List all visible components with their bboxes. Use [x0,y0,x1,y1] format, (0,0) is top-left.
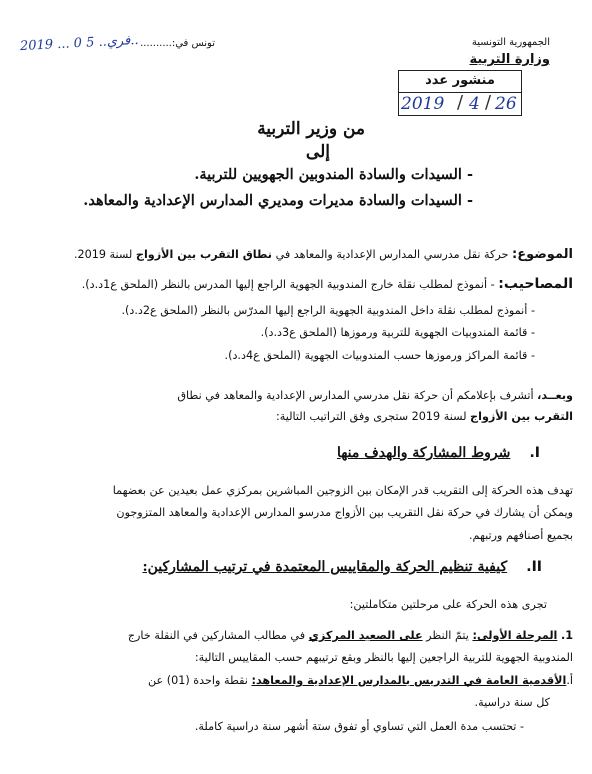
phase-1-text: يتمّ النظر [422,629,473,642]
subject-text-bold: نطاق التقرب بين الأزواج [135,248,273,261]
criterion-a-line-2: كل سنة دراسية. [474,696,550,709]
section-1-line: ويمكن أن يشارك في حركة نقل التقريب بين الأزواج مدرسو المدارس الإعدادية والمعاهد المتزوجون [116,506,573,519]
section-1-numeral: I. [529,445,540,461]
attachments-label: المصاحيب: [498,276,573,292]
section-2-heading [60,556,542,575]
attachment-item: - أنموذج لمطلب نقلة خارج المندوبية الجهوية الراجع إليها المدرس بالنظر (الملحق ع1د.د). [81,278,495,291]
memo-index: 26 [495,94,517,114]
phase-1-central: على الصعيد المركزي [308,629,423,642]
memo-number-values [399,93,521,116]
memo-number-box [398,70,522,116]
subject-label: الموضوع: [512,247,573,262]
intro-line-1 [22,385,573,406]
ministry-label: وزارة التربية [469,52,550,67]
phase-1-number: 1. [560,629,573,642]
phase-1-text-end: في مطالب المشاركين في النقلة خارج [127,629,309,642]
section-2-title: كيفية تنظيم الحركة والمقاييس المعتمدة في ترتيب المشاركين: [142,559,508,575]
attachment-item: - قائمة المندوبيات الجهوية للتربية ورموزها (الملحق ع3د.د). [260,326,535,339]
intro-text-2: لسنة 2019 ستجرى وفق التراتيب التالية: [275,410,471,423]
intro-line-2 [22,406,573,427]
to-line: إلى [305,142,330,162]
section-2-numeral: II. [526,559,542,575]
memo-slash-2: / [485,92,492,113]
memo-number: 4 [469,94,480,114]
attachment-item: - قائمة المراكز ورموزها حسب المندوبيات الجهوية (الملحق ع4د.د). [224,349,535,362]
section-1-line: تهدف هذه الحركة إلى التقريب قدر الإمكان بين الزوجين المباشرين بمركزي عمل بعيدين عن بعضهما [112,484,573,497]
attachments-first [40,274,573,295]
criterion-a [22,670,573,691]
subject-line [60,244,573,265]
criterion-a-text: نقطة واحدة (01) عن [147,674,252,687]
criterion-note: - تحتسب مدة العمل التي تساوي أو تفوق ستة أشهر سنة دراسية كاملة. [194,720,524,733]
recipient-1: - السيدات والسادة المندوبين الجهويين للتربية. [194,166,473,183]
handwritten-date: 2019 ... 0 5 ..فري.. [19,32,139,55]
section-1-title: شروط المشاركة والهدف منها [336,445,511,461]
phase-1-label: المرحلة الأولى: [472,629,558,642]
criterion-a-title: الأقدمية العامة في التدريس بالمدارس الإعدادية والمعاهد: [251,674,567,687]
subject-text-end: لسنة 2019. [73,248,136,261]
intro-opening: وبعــد، [537,389,573,402]
memo-label: منشور عدد [399,71,521,93]
memo-slash: / [457,92,464,113]
phase-1-line-2: المندوبية الجهوية للتربية الراجعين إليها بالنظر وبقع ترتيبهم حسب المقاييس التالية: [194,651,573,664]
section-1-heading [100,442,540,461]
republic-label: الجمهورية التونسية [471,37,550,48]
memo-year: 2019 [401,94,445,114]
from-line: من وزير التربية [257,119,365,139]
subject-text: حركة نقل مدرسي المدارس الإعدادية والمعاهد في [272,248,512,261]
criterion-a-prefix: أ. [566,674,573,687]
section-1-line: بجميع أصنافهم ورتبهم. [468,529,573,542]
section-2-intro: تجرى هذه الحركة على مرحلتين متكاملتين: [349,598,547,611]
intro-bold: التقرب بين الأزواج [470,410,573,423]
attachment-item: - أنموذج لمطلب نقلة داخل المندوبية الجهوية الراجع إليها المدرّس بالنظر (الملحق ع2د.د). [121,304,535,317]
intro-text: أتشرف بإعلامكم أن حركة نقل مدرسي المدارس الإعدادية والمعاهد في نطاق [177,389,538,402]
date-label: تونس في:.......... [140,38,215,49]
recipient-2: - السيدات والسادة مديرات ومديري المدارس الإعدادية والمعاهد. [83,192,473,209]
phase-1-line-1 [22,625,573,646]
